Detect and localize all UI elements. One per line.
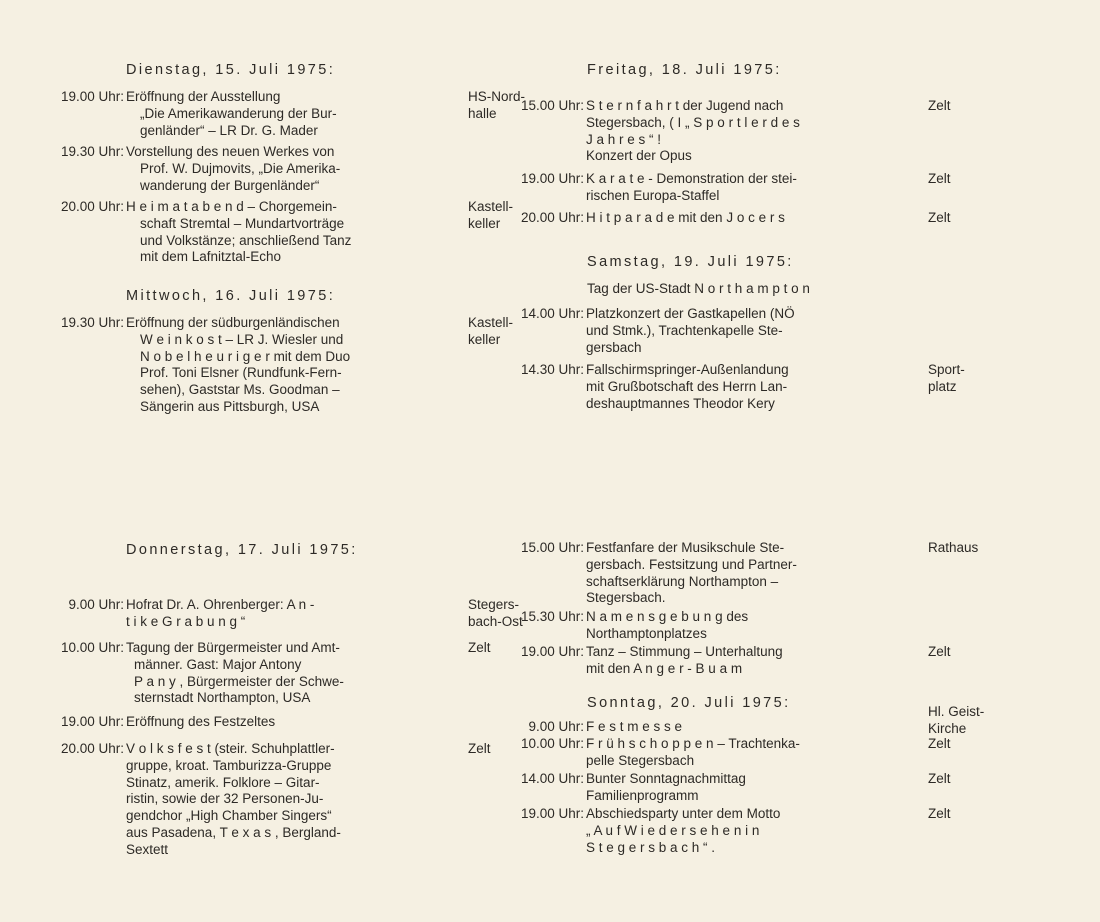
event-description: Eröffnung der Ausstellung „Die Amerikawanderung der Bur- genländer“ – LR Dr. G. Mader <box>126 89 337 138</box>
event-description: Bunter Sonntagnachmittag Familienprogramm <box>586 771 746 803</box>
event-description: Fallschirmspringer-Außenlandung mit Grußbotschaft des Herrn Lan- deshauptmannes Theodor Kery <box>586 362 789 411</box>
day-heading-dienstag: Dienstag, 15. Juli 1975: <box>126 62 336 78</box>
event-location: Zelt <box>928 736 951 751</box>
event-description: V o l k s f e s t (steir. Schuhplattler- gruppe, kroat. Tamburizza-Gruppe Stinatz, amerik. Folklore – Gitar- ristin, sowie der 32 Personen-Ju- gendchor „High Chamber Singers“ aus Pasadena, T e x a s , Bergland- Sextett <box>126 741 341 857</box>
event-description: S t e r n f a h r t der Jugend nach Stegersbach, ( I „ S p o r t l e r d e s J a h r e s “ ! Konzert der Opus <box>586 98 800 164</box>
day-subheading: Tag der US-Stadt N o r t h a m p t o n <box>587 281 810 296</box>
event-time: 14.00 Uhr: <box>520 306 584 321</box>
event-location: Zelt <box>928 171 951 186</box>
event-description: Festfanfare der Musikschule Ste- gersbach. Festsitzung und Partner- schaftserklärung Northampton – Stegersbach. <box>586 540 797 606</box>
day-heading-donnerstag: Donnerstag, 17. Juli 1975: <box>126 542 358 558</box>
event-time: 19.00 Uhr: <box>520 806 584 821</box>
event-time: 19.00 Uhr: <box>520 171 584 186</box>
event-time: 19.30 Uhr: <box>60 315 124 330</box>
event-location: Hl. Geist- Kirche <box>928 704 985 736</box>
event-description: Vorstellung des neuen Werkes von Prof. W. Dujmovits, „Die Amerika- wanderung der Burgenländer“ <box>126 144 341 193</box>
event-location: Zelt <box>928 771 951 786</box>
event-time: 20.00 Uhr: <box>60 199 124 214</box>
event-location: Kastell- keller <box>468 315 514 347</box>
event-location: Zelt <box>928 210 951 225</box>
event-description: Tanz – Stimmung – Unterhaltung mit den A n g e r - B u a m <box>586 644 783 676</box>
event-description: N a m e n s g e b u n g des Northamptonplatzes <box>586 609 749 641</box>
event-time: 10.00 Uhr: <box>60 640 124 655</box>
event-time: 14.00 Uhr: <box>520 771 584 786</box>
day-heading-mittwoch: Mittwoch, 16. Juli 1975: <box>126 288 336 304</box>
event-location: Zelt <box>928 644 951 659</box>
event-time: 20.00 Uhr: <box>60 741 124 756</box>
event-location: HS-Nord- halle <box>468 89 526 121</box>
event-location: Kastell- keller <box>468 199 514 231</box>
day-heading-freitag: Freitag, 18. Juli 1975: <box>587 62 782 78</box>
event-description: Eröffnung des Festzeltes <box>126 714 276 729</box>
event-time: 10.00 Uhr: <box>520 736 584 751</box>
event-time: 19.30 Uhr: <box>60 144 124 159</box>
event-location: Zelt <box>928 98 951 113</box>
day-heading-sonntag: Sonntag, 20. Juli 1975: <box>587 695 791 711</box>
event-time: 9.00 Uhr: <box>68 597 124 612</box>
event-description: K a r a t e - Demonstration der stei- rischen Europa-Staffel <box>586 171 797 203</box>
event-description: H e i m a t a b e n d – Chorgemein- schaft Stremtal – Mundartvorträge und Volkstänze; anschließend Tanz mit dem Lafnitztal-Echo <box>126 199 352 265</box>
event-description: F r ü h s c h o p p e n – Trachtenka- pelle Stegersbach <box>586 736 800 768</box>
event-time: 19.00 Uhr: <box>520 644 584 659</box>
event-location: Sport- platz <box>928 362 965 394</box>
event-description: F e s t m e s s e <box>586 719 683 734</box>
event-location: Rathaus <box>928 540 979 555</box>
event-time: 15.00 Uhr: <box>520 98 584 113</box>
event-location: Zelt <box>468 640 491 655</box>
event-description: H i t p a r a d e mit den J o c e r s <box>586 210 785 225</box>
event-location: Zelt <box>928 806 951 821</box>
event-time: 9.00 Uhr: <box>528 719 584 734</box>
event-description: Tagung der Bürgermeister und Amt- männer. Gast: Major Antony P a n y , Bürgermeister der Schwe- sternstadt Northampton, USA <box>126 640 344 706</box>
event-time: 19.00 Uhr: <box>60 714 124 729</box>
event-description: Platzkonzert der Gastkapellen (NÖ und Stmk.), Trachtenkapelle Ste- gersbach <box>586 306 795 355</box>
event-time: 19.00 Uhr: <box>60 89 124 104</box>
event-time: 15.00 Uhr: <box>520 540 584 555</box>
event-description: Hofrat Dr. A. Ohrenberger: A n - t i k e G r a b u n g “ <box>126 597 315 629</box>
event-location: Zelt <box>468 741 491 756</box>
event-description: Eröffnung der südburgenländischen W e i n k o s t – LR J. Wiesler und N o b e l h e u r i g e r mit dem Duo Prof. Toni Elsner (Rundfunk-Fern- sehen), Gaststar Ms. Goodman – Sängerin aus Pittsburgh, USA <box>126 315 351 414</box>
day-heading-samstag: Samstag, 19. Juli 1975: <box>587 254 794 270</box>
event-time: 15.30 Uhr: <box>520 609 584 624</box>
event-time: 20.00 Uhr: <box>520 210 584 225</box>
event-location: Stegers- bach-Ost <box>468 597 523 629</box>
event-time: 14.30 Uhr: <box>520 362 584 377</box>
event-description: Abschiedsparty unter dem Motto „ A u f W i e d e r s e h e n i n S t e g e r s b a c h “ . <box>586 806 781 855</box>
